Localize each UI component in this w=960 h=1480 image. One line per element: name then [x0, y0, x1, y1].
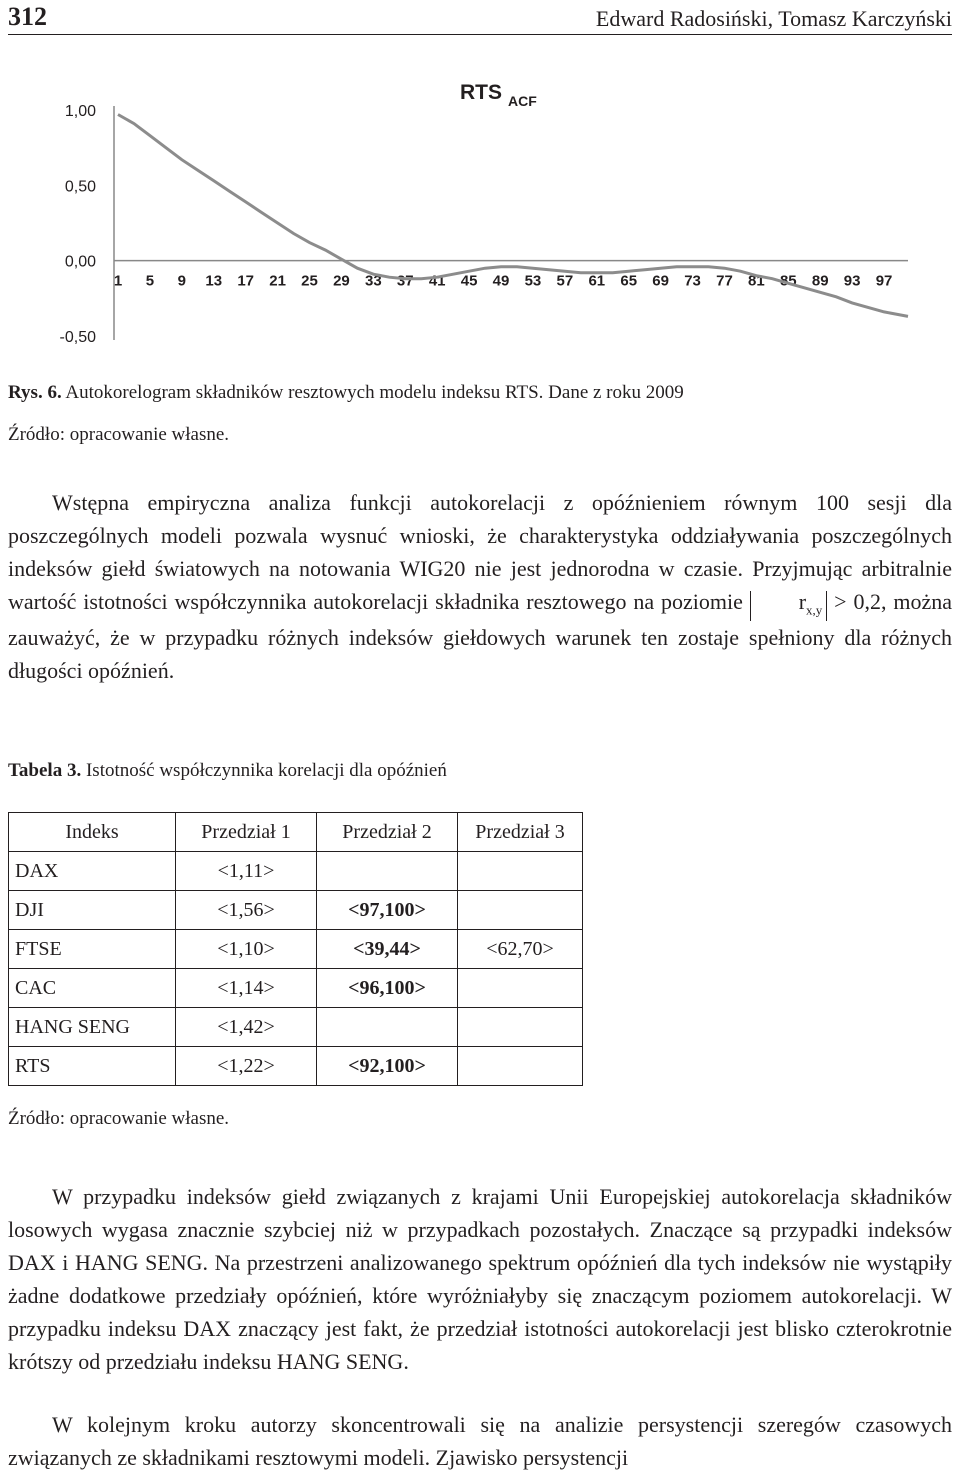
x-tick-label: 89	[811, 272, 829, 290]
figure-caption-label: Rys. 6.	[8, 382, 62, 403]
x-tick-label: 33	[365, 272, 382, 290]
cell-interval-1: <1,14>	[176, 969, 317, 1008]
x-tick-label: 41	[428, 272, 446, 290]
cell-interval-3	[458, 1047, 583, 1086]
table-header-row	[9, 813, 583, 852]
paragraph-analysis-part1: Wstępna empiryczna analiza funkcji autokorelacji z opóźnieniem równym 100 sesji dla poszczególnych modeli pozwala wysnuć wnioski, że charakterystyka oddziaływania poszczególnych indeksów giełd światowych na notowania WIG20 nie jest jednorodna w czasie. Przyjmując arbitralnie wartość istotności współczynnika autokorelacji składnika resztowego na poziomie	[8, 490, 952, 614]
cell-interval-3	[458, 969, 583, 1008]
x-tick-label: 77	[716, 272, 733, 290]
x-tick-label: 5	[145, 272, 155, 290]
figure-source: Źródło: opracowanie własne.	[8, 424, 230, 445]
paragraph-eu-indices: W przypadku indeksów giełd związanych z krajami Unii Europejskiej autokorelacja składników losowych wygasa znacznie szybciej niż w przypadkach pozostałych. Znaczące są przypadki indeksów DAX i HANG SENG. Na przestrzeni analizowanego spektrum opóźnień dla tych indeksów nie wystąpiły żadne dodatkowe przedziały opóźnień, które wyróżniałyby się znaczącym poziomem autokorelacji. W przypadku indeksu DAX znaczący jest fakt, że przedział istotności autokorelacji jest blisko czterokrotnie krótszy od przedziału indeksu HANG SENG.	[8, 1184, 952, 1374]
table-row	[9, 930, 583, 969]
header-przedzial-2: Przedział 2	[317, 813, 458, 852]
x-tick-label: 85	[779, 272, 797, 290]
table-row	[9, 852, 583, 891]
x-tick-label: 61	[588, 272, 606, 290]
table-row	[9, 1008, 583, 1047]
acf-chart	[44, 72, 914, 362]
header-indeks: Indeks	[9, 813, 176, 852]
x-tick-label: 65	[620, 272, 638, 290]
x-tick-label: 53	[524, 272, 542, 290]
cell-interval-1: <1,10>	[176, 930, 317, 969]
r-subscript: x,y	[806, 602, 823, 618]
cell-interval-2: <97,100>	[317, 891, 458, 930]
cell-index: DJI	[9, 891, 176, 930]
y-tick-label: 0,00	[64, 253, 96, 271]
x-tick-label: 49	[492, 272, 510, 290]
cell-interval-1: <1,42>	[176, 1008, 317, 1047]
table-source: Źródło: opracowanie własne.	[8, 1108, 230, 1129]
paragraph-persistence: W kolejnym kroku autorzy skoncentrowali się na analizie persystencji szeregów czasowych związanych ze składnikami resztowymi modeli. Zjawisko persystencji	[8, 1412, 952, 1470]
cell-interval-3	[458, 891, 583, 930]
table-row	[9, 891, 583, 930]
table-row	[9, 1047, 583, 1086]
y-tick-labels	[60, 103, 97, 346]
table-row	[9, 969, 583, 1008]
figure-caption	[8, 382, 684, 404]
page-header	[8, 0, 952, 35]
chart-title-subscript: ACF	[508, 93, 537, 109]
x-tick-label: 97	[875, 272, 893, 290]
table-title-text: Istotność współczynnika korelacji dla opóźnień	[81, 760, 447, 781]
running-head-authors: Edward Radosiński, Tomasz Karczyński	[595, 6, 952, 31]
x-tick-label: 21	[269, 272, 286, 290]
x-tick-label: 45	[460, 272, 478, 290]
cell-index: DAX	[9, 852, 176, 891]
cell-interval-3	[458, 1008, 583, 1047]
paragraph-analysis-part2: > 0,2, można zauważyć, że w przypadku różnych indeksów giełdowych warunek ten zostaje spełniony dla różnych długości opóźnień.	[8, 589, 952, 684]
y-tick-label: 1,00	[64, 103, 96, 120]
figure-caption-text: Autokorelogram składników resztowych modelu indeksu RTS. Dane z roku 2009	[61, 382, 684, 403]
x-tick-label: 13	[205, 272, 223, 290]
x-tick-label: 25	[301, 272, 318, 290]
x-tick-label: 93	[843, 272, 861, 290]
x-tick-label: 37	[396, 272, 414, 290]
cell-interval-1: <1,22>	[176, 1047, 317, 1086]
cell-index: CAC	[9, 969, 176, 1008]
cell-interval-2	[317, 1008, 458, 1047]
cell-interval-3	[458, 852, 583, 891]
cell-interval-2: <39,44>	[317, 930, 458, 969]
x-tick-label: 1	[113, 272, 123, 290]
paragraph-analysis	[8, 486, 952, 687]
x-tick-label: 17	[237, 272, 255, 290]
cell-interval-2: <92,100>	[317, 1047, 458, 1086]
x-tick-label: 81	[748, 272, 765, 290]
header-przedzial-1: Przedział 1	[176, 813, 317, 852]
cell-index: RTS	[9, 1047, 176, 1086]
y-tick-label: 0,50	[64, 178, 96, 196]
cell-interval-1: <1,56>	[176, 891, 317, 930]
abs-r-xy	[750, 591, 828, 621]
correlation-intervals-table	[8, 812, 583, 1086]
cell-index: FTSE	[9, 930, 176, 969]
cell-interval-2	[317, 852, 458, 891]
y-tick-label: -0,50	[59, 329, 96, 346]
cell-index: HANG SENG	[9, 1008, 176, 1047]
table-title	[8, 760, 447, 782]
header-przedzial-3: Przedział 3	[458, 813, 583, 852]
x-tick-label: 69	[652, 272, 669, 290]
x-tick-label: 73	[684, 272, 701, 290]
cell-interval-1: <1,11>	[176, 852, 317, 891]
table-title-label: Tabela 3.	[8, 760, 82, 781]
x-tick-label: 57	[556, 272, 574, 290]
chart-title: RTS	[460, 81, 502, 104]
cell-interval-3: <62,70>	[458, 930, 583, 969]
cell-interval-2: <96,100>	[317, 969, 458, 1008]
page-number: 312	[8, 2, 47, 31]
r-symbol: r	[798, 589, 807, 614]
x-tick-label: 9	[177, 272, 187, 290]
x-tick-label: 29	[333, 272, 350, 290]
